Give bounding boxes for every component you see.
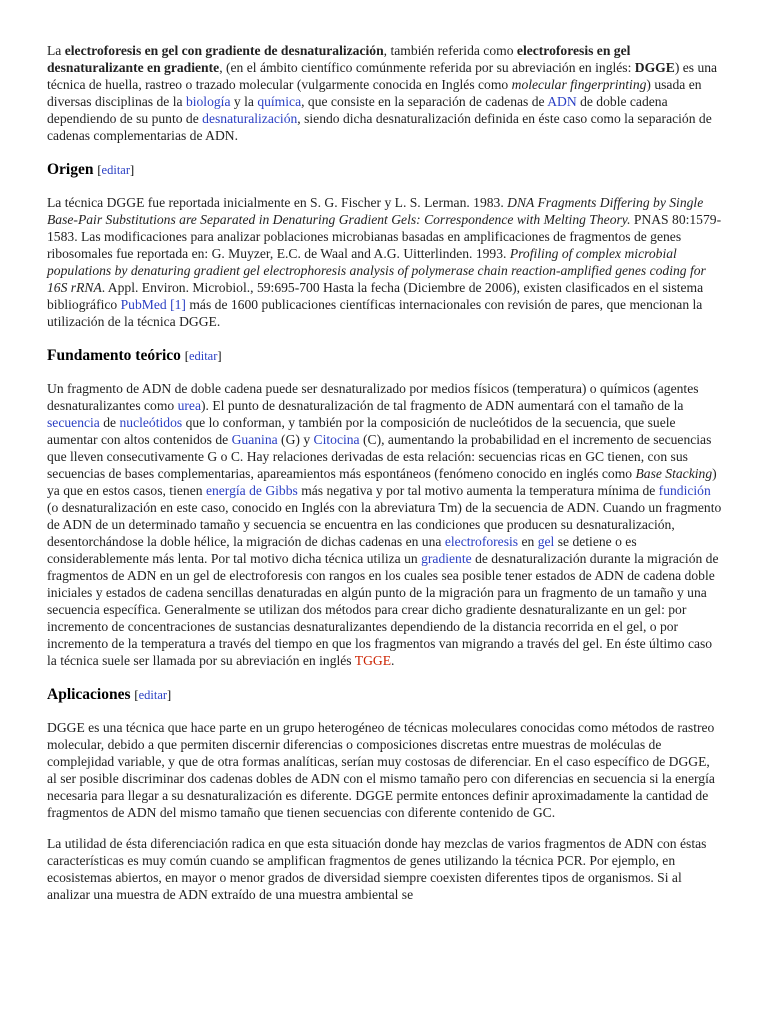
text: (o desnaturalización en este caso, conocido en Inglés con la abreviatura Tm) de la secuencia de ADN. Cuando un fragmento de ADN de un determinado tamaño y secuencia se encuentra en las condiciones que producen su desnaturalización, desentorchándose la doble hélice, la migración de dichas cadenas en una — [47, 500, 722, 549]
text: (G) y — [277, 432, 314, 447]
text: se detiene o es considerablemente más lenta. Por tal motivo dicha técnica utiliza un — [47, 534, 637, 566]
text: de — [99, 415, 120, 430]
link-secuencia[interactable]: secuencia — [47, 415, 100, 430]
text: La — [47, 43, 65, 58]
edit-link-fundamento[interactable]: editar — [188, 349, 218, 363]
text: más negativa y por tal motivo aumenta la temperatura mínima de — [297, 483, 659, 498]
intro-paragraph — [47, 42, 723, 144]
text: de doble cadena dependiendo de su punto de — [47, 94, 668, 126]
text: ). El punto de desnaturalización de tal fragmento de ADN aumentará con el tamaño de la — [201, 398, 684, 413]
edit-section: [editar] — [134, 688, 172, 702]
edit-section: [editar] — [184, 349, 222, 363]
link-electroforesis[interactable]: electroforesis — [444, 534, 519, 549]
heading-text: Aplicaciones — [47, 686, 131, 703]
bold-term: electroforesis en gel desnaturalizante en gradiente — [47, 43, 631, 75]
text: que lo conforman, y también por la composición de nucleótidos de la secuencia, que suele aumentar con altos contenidos de — [47, 415, 676, 447]
fundamento-paragraph — [47, 380, 723, 669]
heading-origen — [47, 160, 723, 180]
italic-term: Base Stacking — [635, 466, 713, 481]
bold-term: electroforesis en gel con gradiente de desnaturalización — [64, 43, 384, 58]
link-gradiente[interactable]: gradiente — [421, 551, 472, 566]
text: , que consiste en la separación de cadenas de — [301, 94, 548, 109]
link-desnaturalizacion[interactable]: desnaturalización — [202, 111, 298, 126]
edit-link-aplicaciones[interactable]: editar — [138, 688, 168, 702]
link-fundicion[interactable]: fundición — [658, 483, 711, 498]
heading-text: Origen — [47, 161, 94, 178]
text: ) usada en diversas disciplinas de la — [47, 77, 702, 109]
aplicaciones-paragraph-1: DGGE es una técnica que hace parte en un grupo heterogéneo de técnicas moleculares conocidas como métodos de rastreo molecular, debido a que permiten discernir diferencias o composiciones discretas entre muestras de moléculas de complejidad variable, y que de otra formas analíticas, serían muy costosas de diferenciar. En el caso específico de DGGE, al ser posible discriminar dos cadenas dobles de ADN con el mismo tamaño pero con diferencias en secuencia si la energía necesaria para llegar a su desnaturalización es diferente. DGGE permite entonces definir aproximadamente la cantidad de fragmentos de ADN del mismo tamaño que tienen secuencias con diferente contenido de GC. — [47, 720, 715, 820]
text: , también referida como — [383, 43, 517, 58]
link-citocina[interactable]: Citocina — [313, 432, 360, 447]
text: más de 1600 publicaciones científicas internacionales con revisión de pares, que mencionan la utilización de la técnica DGGE. — [47, 297, 703, 329]
text: y la — [230, 94, 258, 109]
link-quimica[interactable]: química — [257, 94, 302, 109]
text: (C), aumentando la probabilidad en el incremento de secuencias que lleven consecutivamente G o C. Hay relaciones derivadas de esta relación: secuencias ricas en GC tienen, con sus secuencias de bases complementarias, apareamientos más espontáneos (fenómeno conocido en inglés como — [47, 432, 712, 481]
text: , siendo dicha desnaturalización definida en éste caso como la separación de cadenas complementarias de ADN. — [47, 111, 712, 143]
text: Un fragmento de ADN de doble cadena puede ser desnaturalizado por medios físicos (temperatura) o químicos (agentes desnaturalizantes como — [47, 381, 699, 413]
link-tgge[interactable]: TGGE — [354, 653, 392, 668]
link-pubmed[interactable]: PubMed [1] — [120, 297, 186, 312]
link-urea[interactable]: urea — [177, 398, 202, 413]
italic-term: molecular fingerprinting — [511, 77, 647, 92]
article-content — [47, 42, 723, 903]
origen-paragraph — [47, 194, 723, 330]
aplicaciones-paragraph-2: La utilidad de ésta diferenciación radica en que esta situación donde hay mezclas de varios fragmentos de ADN con éstas características es muy común cuando se amplifican fragmentos de genes utilizando la técnica PCR. Por ejemplo, en ecosistemas abiertos, en mayor o menor grados de diversidad siempre coexisten diferentes tipos de organismos. Si al analizar una muestra de ADN extraído de una muestra ambiental se — [47, 836, 707, 902]
text: . Appl. Environ. Microbiol., 59:695-700 Hasta la fecha (Diciembre de 2006), existen clasificados en el sistema bibliográfico — [47, 280, 704, 312]
link-adn[interactable]: ADN — [547, 94, 577, 109]
italic-title: DNA Fragments Differing by Single Base-Pair Substitutions are Separated in Denaturing Gradient Gels: Correspondence with Melting Theory. — [47, 195, 704, 227]
text: ) es una técnica de huella, rastreo o trazado molecular (vulgarmente conocida en Inglés como — [47, 60, 718, 92]
text: , (en el ámbito científico comúnmente referida por su abreviación en inglés: — [219, 60, 635, 75]
heading-fundamento — [47, 346, 723, 366]
heading-text: Fundamento teórico — [47, 347, 181, 364]
text: PNAS 80:1579-1583. Las modificaciones para analizar poblaciones microbianas basadas en amplificaciones de fragmentos de genes ribosomales fue reportada en: G. Muyzer, E.C. de Waal and A.G. Uitterlinden. 1993. — [47, 212, 722, 261]
bold-term: DGGE — [634, 60, 675, 75]
text: en — [518, 534, 538, 549]
link-nucleotidos[interactable]: nucleótidos — [119, 415, 183, 430]
text: . — [391, 653, 395, 668]
link-gel[interactable]: gel — [537, 534, 555, 549]
text: ) ya que en estos casos, tienen — [47, 466, 717, 498]
text: de desnaturalización durante la migración de fragmentos de ADN en un gel de electroforesis con rangos en los cuales sea posible tener estados de ADN de cadena doble iniciales y estados de cadena sencillas denaturadas en algún punto de la migración para un fragmento de un tamaño y una secuencia específica. Generalmente se utilizan dos métodos para crear dicho gradiente desnaturalizante en un gel: por incremento de concentraciones de sustancias desnaturalizantes dependiendo de la distancia recorrida en el gel, o por incremento de la temperatura a través del tiempo en que los fragmentos van migrando a través del gel. En éste último caso la técnica suele ser llamada por su abreviación en inglés — [47, 551, 719, 668]
edit-link-origen[interactable]: editar — [101, 163, 131, 177]
edit-section: [editar] — [97, 163, 135, 177]
italic-title: Profiling of complex microbial populations by denaturing gradient gel electrophoresis analysis of polymerase chain reaction-amplified genes coding for 16S rRNA — [47, 246, 706, 295]
heading-aplicaciones — [47, 685, 723, 705]
link-energia-gibbs[interactable]: energía de Gibbs — [205, 483, 298, 498]
text: La técnica DGGE fue reportada inicialmente en S. G. Fischer y L. S. Lerman. 1983. — [47, 195, 508, 210]
link-biologia[interactable]: biología — [185, 94, 231, 109]
link-guanina[interactable]: Guanina — [231, 432, 278, 447]
